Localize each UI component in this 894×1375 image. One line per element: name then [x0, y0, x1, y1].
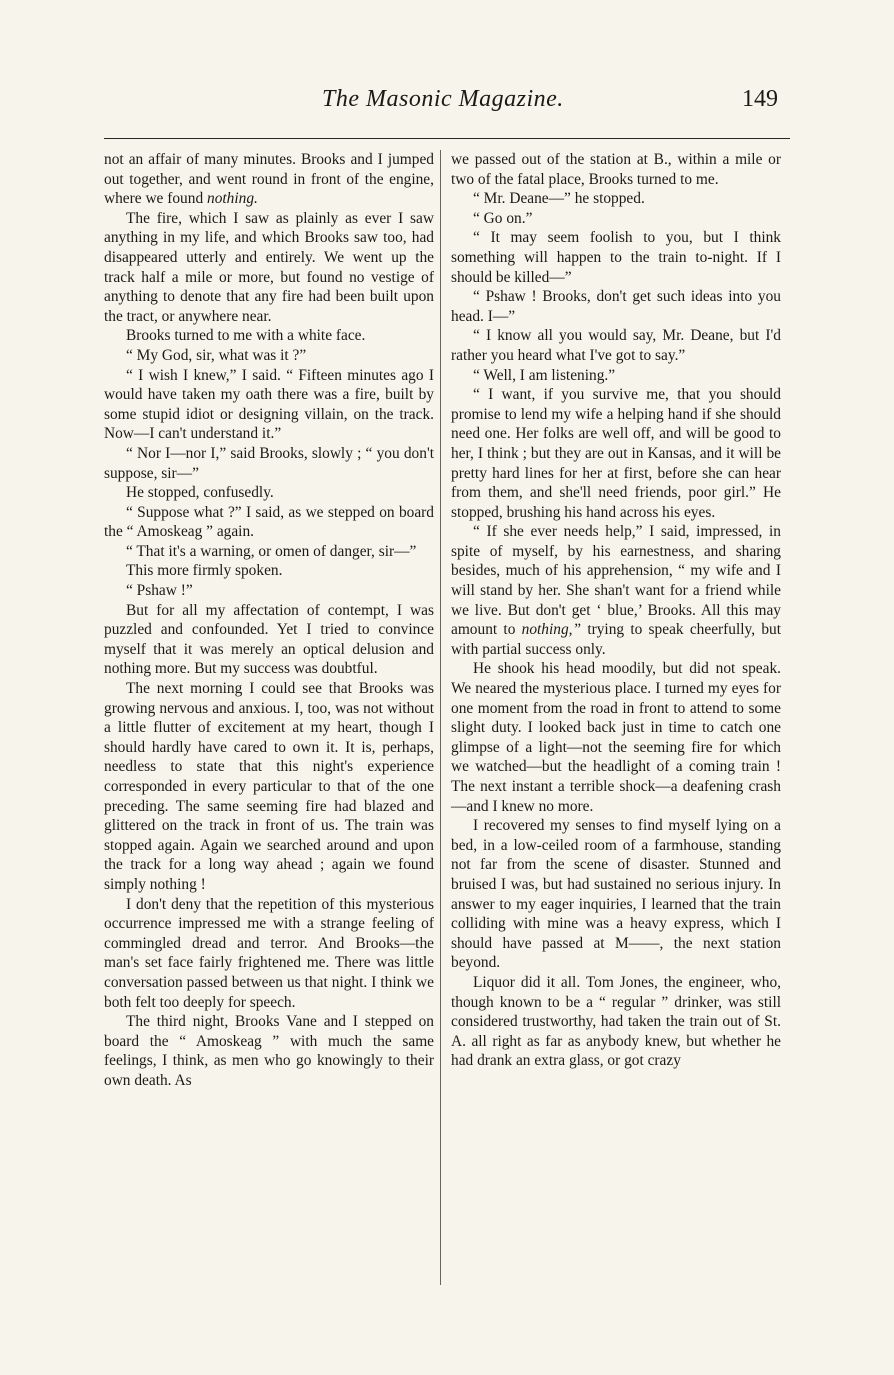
paragraph [451, 366, 781, 386]
paragraph-text: I recovered my senses to find myself lying on a bed, in a low-ceiled room of a farmhouse, standing not far from the scene of disaster. Stunned and bruised I was, but had sustained no serious injury. In answer to my eager inquiries, I learned that the train colliding with mine was a heavy express, which I should have passed at M——, the next station beyond. [451, 817, 781, 972]
paragraph [451, 816, 781, 973]
right-column [451, 150, 781, 1071]
paragraph [451, 189, 781, 209]
paragraph-text: I don't deny that the repetition of this mysterious occurrence impressed me with a strange feeling of commingled dread and terror. And Brooks—the man's set face fairly frightened me. There was little conversation passed between us that night. I think we both felt too deeply for speech. [104, 895, 434, 1011]
paragraph-text: not an affair of many minutes. Brooks and I jumped out together, and went round in front of the engine, where we found [104, 151, 434, 208]
paragraph-text: “ Pshaw !” [126, 582, 193, 600]
paragraph-text: Liquor did it all. Tom Jones, the engineer, who, though known to be a “ regular ” drinker, was still considered trustworthy, had taken the train out of St. A. all right as far as anybody knew, but whether he had drank an extra glass, or got crazy [451, 973, 781, 1070]
paragraph-text: He shook his head moodily, but did not speak. We neared the mysterious place. I turned my eyes for one moment from the road in front to attend to some slight duty. I looked back just in time to catch one glimpse of a light—not the seeming fire for which we watched—but the headlight of a coming train ! The next instant a terrible shock—a deafening crash—and I knew no more. [451, 660, 781, 815]
paragraph [451, 287, 781, 326]
column-divider [440, 150, 441, 1285]
paragraph [104, 601, 434, 679]
paragraph [104, 346, 434, 366]
paragraph [451, 385, 781, 522]
paragraph [451, 228, 781, 287]
paragraph-text: “ If she ever needs help,” I said, impressed, in spite of myself, by his earnestness, and sharing besides, much of his apprehension, “ my wife and I will stand by her. She shan't want for a friend while we live. But don't get ‘ blue,’ Brooks. All this may amount to [451, 523, 781, 639]
paragraph-text: The third night, Brooks Vane and I stepped on board the “ Amoskeag ” with much the same feelings, I think, as men who go knowingly to their own death. As [104, 1013, 434, 1089]
paragraph [104, 444, 434, 483]
left-column [104, 150, 434, 1091]
italic-text: nothing,” [521, 621, 582, 639]
paragraph [451, 326, 781, 365]
paragraph [104, 679, 434, 895]
paragraph [451, 522, 781, 659]
paragraph-text: “ Go on.” [473, 209, 533, 227]
paragraph-text: Brooks turned to me with a white face. [126, 327, 366, 345]
paragraph [451, 150, 781, 189]
paragraph-text: He stopped, confusedly. [126, 484, 274, 502]
paragraph-text: “ I want, if you survive me, that you should promise to lend my wife a helping hand if she should need one. Her folks are well off, and will be good to her, I think ; but they are out in Kansas, and it will be pretty hard lines for her at first, before she can hear from them, and she'll need friends, poor girl.” He stopped, brushing his hand across his eyes. [451, 386, 781, 521]
paragraph-text: “ Well, I am listening.” [473, 366, 616, 384]
paragraph [104, 209, 434, 327]
paragraph-text: “ That it's a warning, or omen of danger, sir—” [126, 542, 417, 560]
paragraph [104, 366, 434, 444]
paragraph [104, 150, 434, 209]
paragraph [451, 209, 781, 229]
paragraph-text: This more firmly spoken. [126, 562, 283, 580]
paragraph [104, 503, 434, 542]
paragraph [104, 895, 434, 1013]
paragraph-text: “ Mr. Deane—” he stopped. [473, 190, 645, 208]
paragraph [104, 1012, 434, 1090]
paragraph [451, 659, 781, 816]
paragraph-text: But for all my affectation of contempt, I was puzzled and confounded. Yet I tried to convince myself that it was merely an optical delusion and nothing more. But my success was doubtful. [104, 601, 434, 678]
paragraph [104, 542, 434, 562]
paragraph [104, 561, 434, 581]
italic-text: nothing. [207, 190, 258, 208]
running-header [0, 86, 894, 126]
paragraph-text: “ I wish I knew,” I said. “ Fifteen minutes ago I would have taken my oath there was a fire, built by some stupid idiot or designing villain, on the track. Now—I can't understand it.” [104, 366, 434, 443]
paragraph-text-continued: trying to speak cheerfully, but with partial success only. [451, 621, 781, 658]
paragraph-text: “ Suppose what ?” I said, as we stepped on board the “ Amoskeag ” again. [104, 503, 434, 541]
paragraph-text: The fire, which I saw as plainly as ever I saw anything in my life, and which Brooks saw too, had disappeared utterly and entirely. We went up the track half a mile or more, but found no vestige of anything to denote that any fire had been built upon the tract, or anywhere near. [104, 209, 434, 325]
paragraph [104, 326, 434, 346]
header-rule [104, 138, 790, 139]
paragraph [104, 483, 434, 503]
paragraph [451, 973, 781, 1071]
magazine-title: The Masonic Magazine. [322, 86, 564, 112]
paragraph [104, 581, 434, 601]
paragraph-text: The next morning I could see that Brooks was growing nervous and anxious. I, too, was not without a little flutter of excitement at my heart, though I should hardly have cared to own it. It is, perhaps, needless to state that this night's experience corresponded in every particular to that of the one preceding. The same seeming fire had blazed and glittered on the track in front of us. The train was stopped again. Again we searched around and upon the track for a long way ahead ; again we found simply nothing ! [104, 680, 434, 893]
paragraph-text: we passed out of the station at B., within a mile or two of the fatal place, Brooks turned to me. [451, 151, 781, 188]
paragraph-text: “ Nor I—nor I,” said Brooks, slowly ; “ you don't suppose, sir—” [104, 444, 434, 482]
paragraph-text: “ My God, sir, what was it ?” [126, 346, 307, 364]
page-number: 149 [742, 86, 778, 112]
paragraph-text: “ I know all you would say, Mr. Deane, but I'd rather you heard what I've got to say.” [451, 327, 781, 364]
paragraph-text: “ Pshaw ! Brooks, don't get such ideas into you head. I—” [451, 288, 781, 325]
paragraph-text: “ It may seem foolish to you, but I think something will happen to the train to-night. If I should be killed—” [451, 229, 781, 286]
